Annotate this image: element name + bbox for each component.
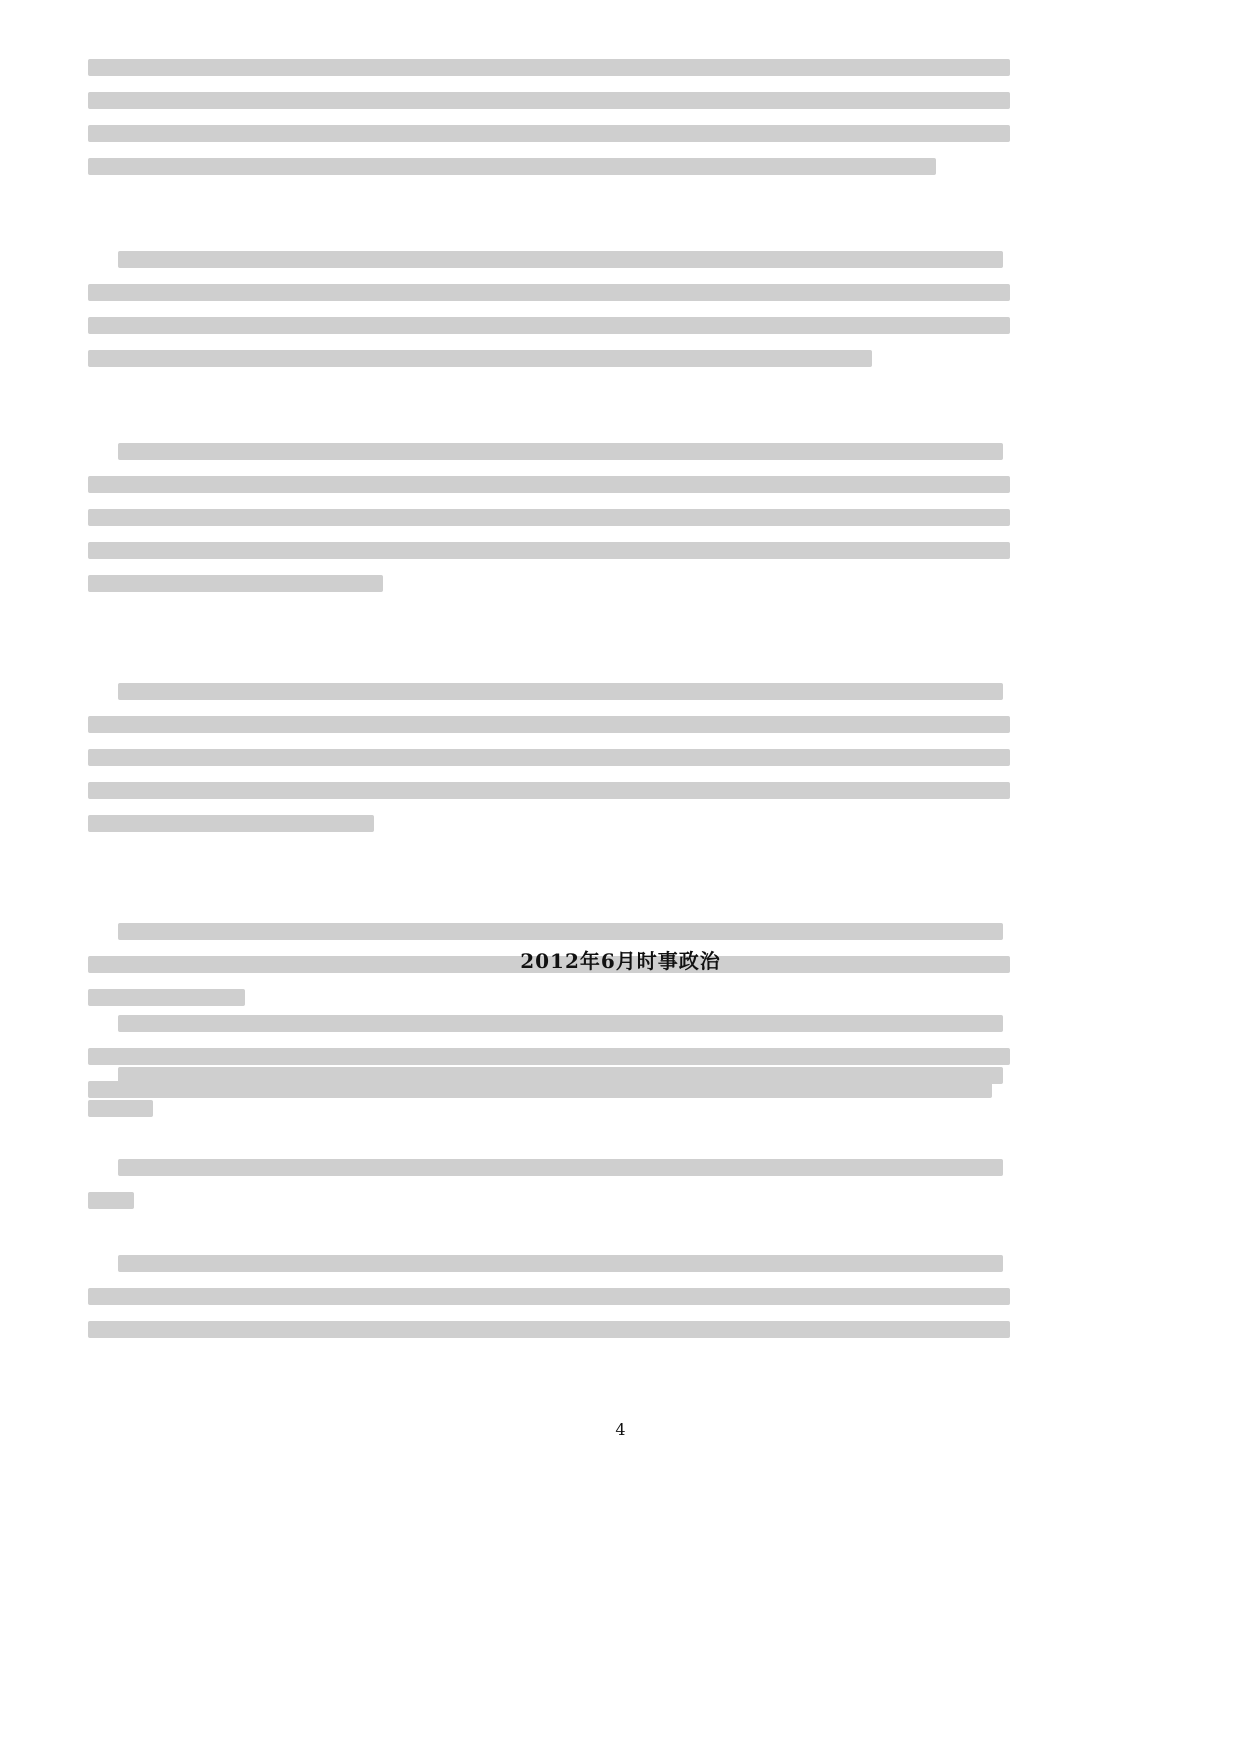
text-line — [88, 476, 1010, 493]
text-line — [118, 443, 1003, 460]
text-line — [88, 575, 383, 592]
paragraph-item-32 — [88, 668, 1010, 848]
text-line — [88, 1048, 1010, 1065]
text-line — [88, 749, 1010, 766]
text-line — [118, 683, 1003, 700]
text-line — [88, 1081, 992, 1098]
text-line — [88, 125, 1010, 142]
paragraph-item-30 — [88, 236, 1010, 383]
text-line — [88, 350, 872, 367]
text-line — [118, 923, 1003, 940]
text-line — [118, 251, 1003, 268]
text-line — [88, 92, 1010, 109]
section-heading: 2012年6月时事政治 — [520, 949, 721, 973]
text-line — [118, 1255, 1003, 1272]
text-line — [88, 1192, 134, 1209]
text-line — [118, 1015, 1003, 1032]
paragraph-item-1 — [88, 1000, 1010, 1114]
paragraph-item-3 — [88, 1240, 1010, 1354]
text-line — [88, 716, 1010, 733]
paragraph-item-2 — [88, 1144, 1010, 1225]
paragraph-item-31 — [88, 428, 1010, 608]
text-line — [88, 317, 1010, 334]
text-line — [88, 1288, 1010, 1305]
text-line — [88, 59, 1010, 76]
text-line — [88, 1321, 1010, 1338]
page-number: 4 — [615, 1420, 626, 1439]
text-line — [88, 284, 1010, 301]
paragraph-continued — [88, 44, 1010, 191]
text-line — [88, 509, 1010, 526]
text-line — [88, 782, 1010, 799]
text-line — [88, 815, 374, 832]
text-line — [118, 1159, 1003, 1176]
text-line — [88, 158, 936, 175]
text-line — [88, 542, 1010, 559]
